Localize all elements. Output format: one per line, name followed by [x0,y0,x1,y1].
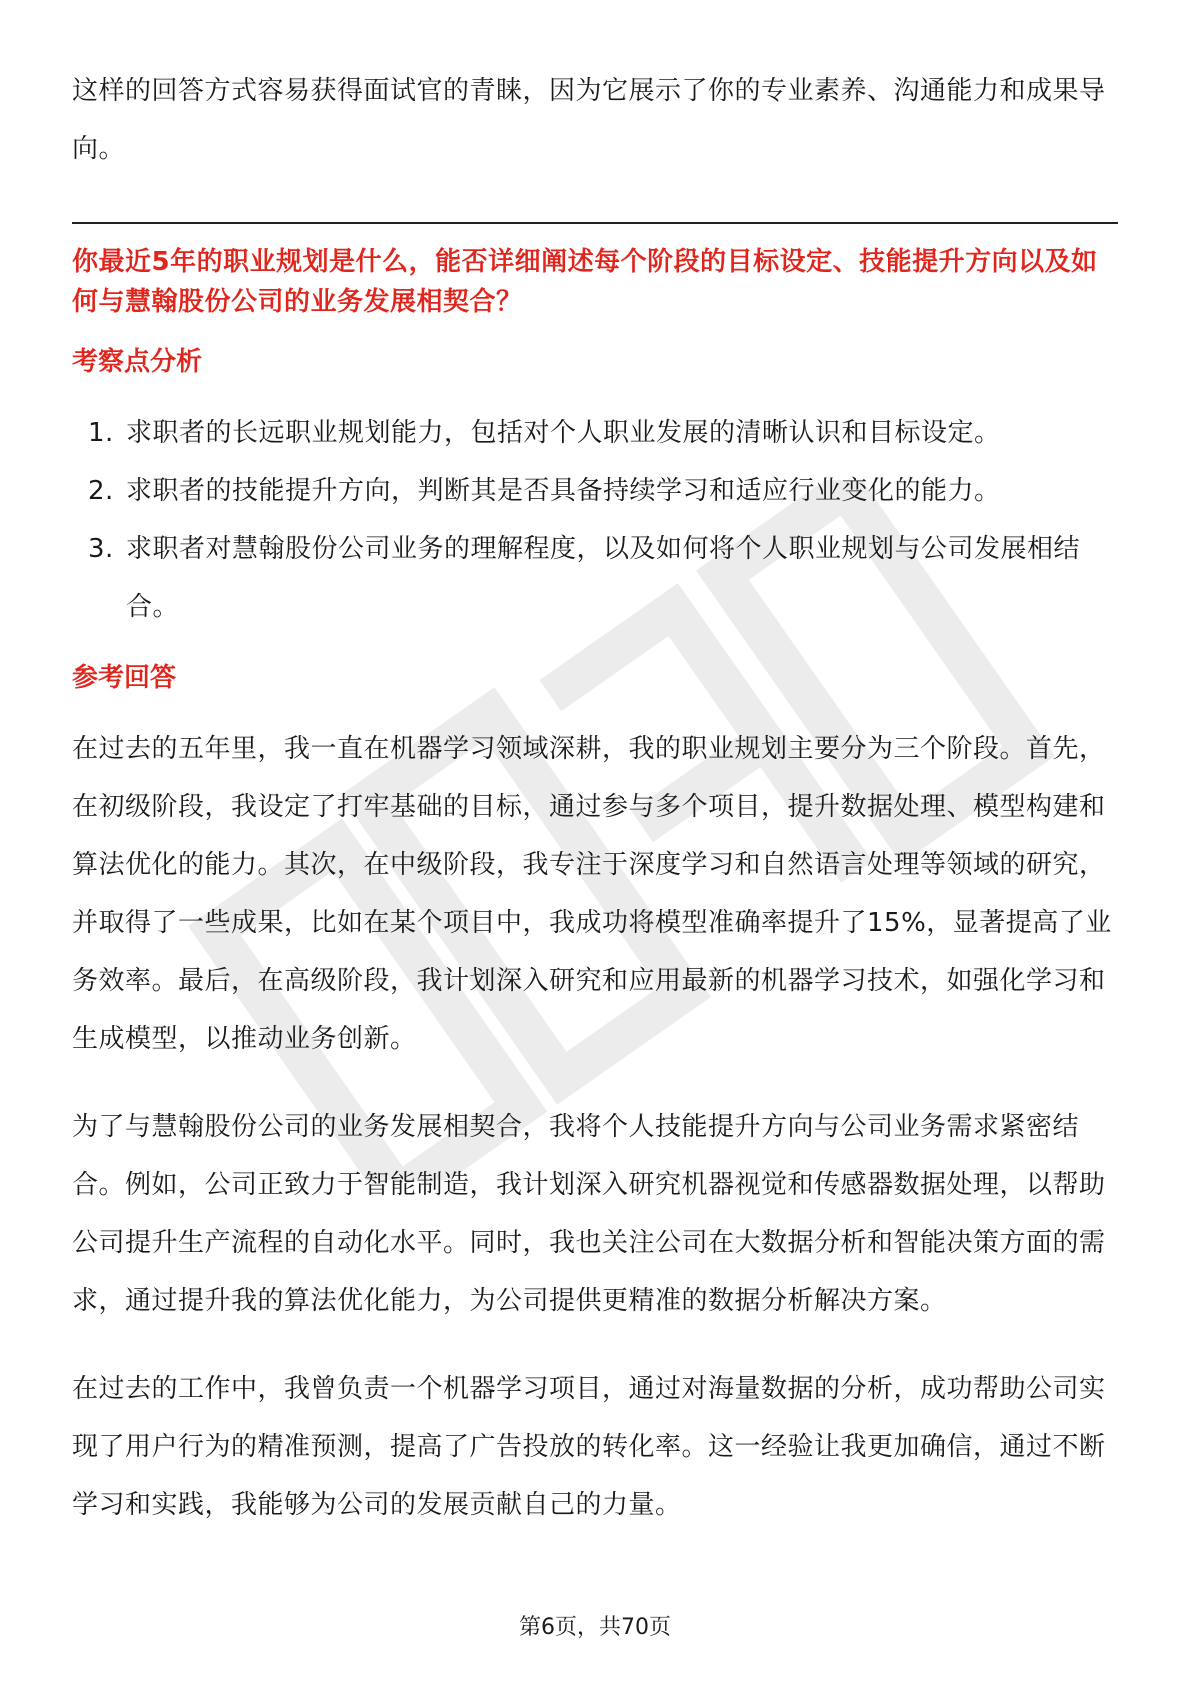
list-item [72,462,1118,520]
list-number: 2. [88,476,114,506]
answer-heading: 参考回答 [72,663,177,693]
list-number: 3. [88,534,114,564]
analysis-heading: 考察点分析 [72,347,203,377]
list-item-text: 求职者的长远职业规划能力，包括对个人职业发展的清晰认识和目标设定。 [126,418,1001,448]
page-footer: 第6页，共70页 [519,1615,671,1640]
section-divider [72,222,1118,224]
page-content [72,62,1118,1564]
intro-paragraph: 这样的回答方式容易获得面试官的青睐，因为它展示了你的专业素养、沟通能力和成果导向。 [72,76,1106,164]
answer-paragraph: 在过去的工作中，我曾负责一个机器学习项目，通过对海量数据的分析，成功帮助公司实现了用户行为的精准预测，提高了广告投放的转化率。这一经验让我更加确信，通过不断学习和实践，我能够为公司的发展贡献自己的力量。 [72,1374,1106,1520]
list-item-text: 求职者的技能提升方向，判断其是否具备持续学习和适应行业变化的能力。 [126,476,1001,506]
list-number: 1. [88,418,114,448]
list-item [72,404,1118,462]
analysis-list [72,404,1118,636]
question-title: 你最近5年的职业规划是什么，能否详细阐述每个阶段的目标设定、技能提升方向以及如何与慧翰股份公司的业务发展相契合？ [72,247,1098,317]
answer-paragraph: 在过去的五年里，我一直在机器学习领域深耕，我的职业规划主要分为三个阶段。首先，在初级阶段，我设定了打牢基础的目标，通过参与多个项目，提升数据处理、模型构建和算法优化的能力。其次，在中级阶段，我专注于深度学习和自然语言处理等领域的研究，并取得了一些成果，比如在某个项目中，我成功将模型准确率提升了15%，显著提高了业务效率。最后，在高级阶段，我计划深入研究和应用最新的机器学习技术，如强化学习和生成模型，以推动业务创新。 [72,734,1112,1054]
list-item-text: 求职者对慧翰股份公司业务的理解程度，以及如何将个人职业规划与公司发展相结合。 [126,534,1081,622]
answer-paragraph: 为了与慧翰股份公司的业务发展相契合，我将个人技能提升方向与公司业务需求紧密结合。例如，公司正致力于智能制造，我计划深入研究机器视觉和传感器数据处理，以帮助公司提升生产流程的自动化水平。同时，我也关注公司在大数据分析和智能决策方面的需求，通过提升我的算法优化能力，为公司提供更精准的数据分析解决方案。 [72,1112,1106,1316]
list-item [72,520,1118,636]
